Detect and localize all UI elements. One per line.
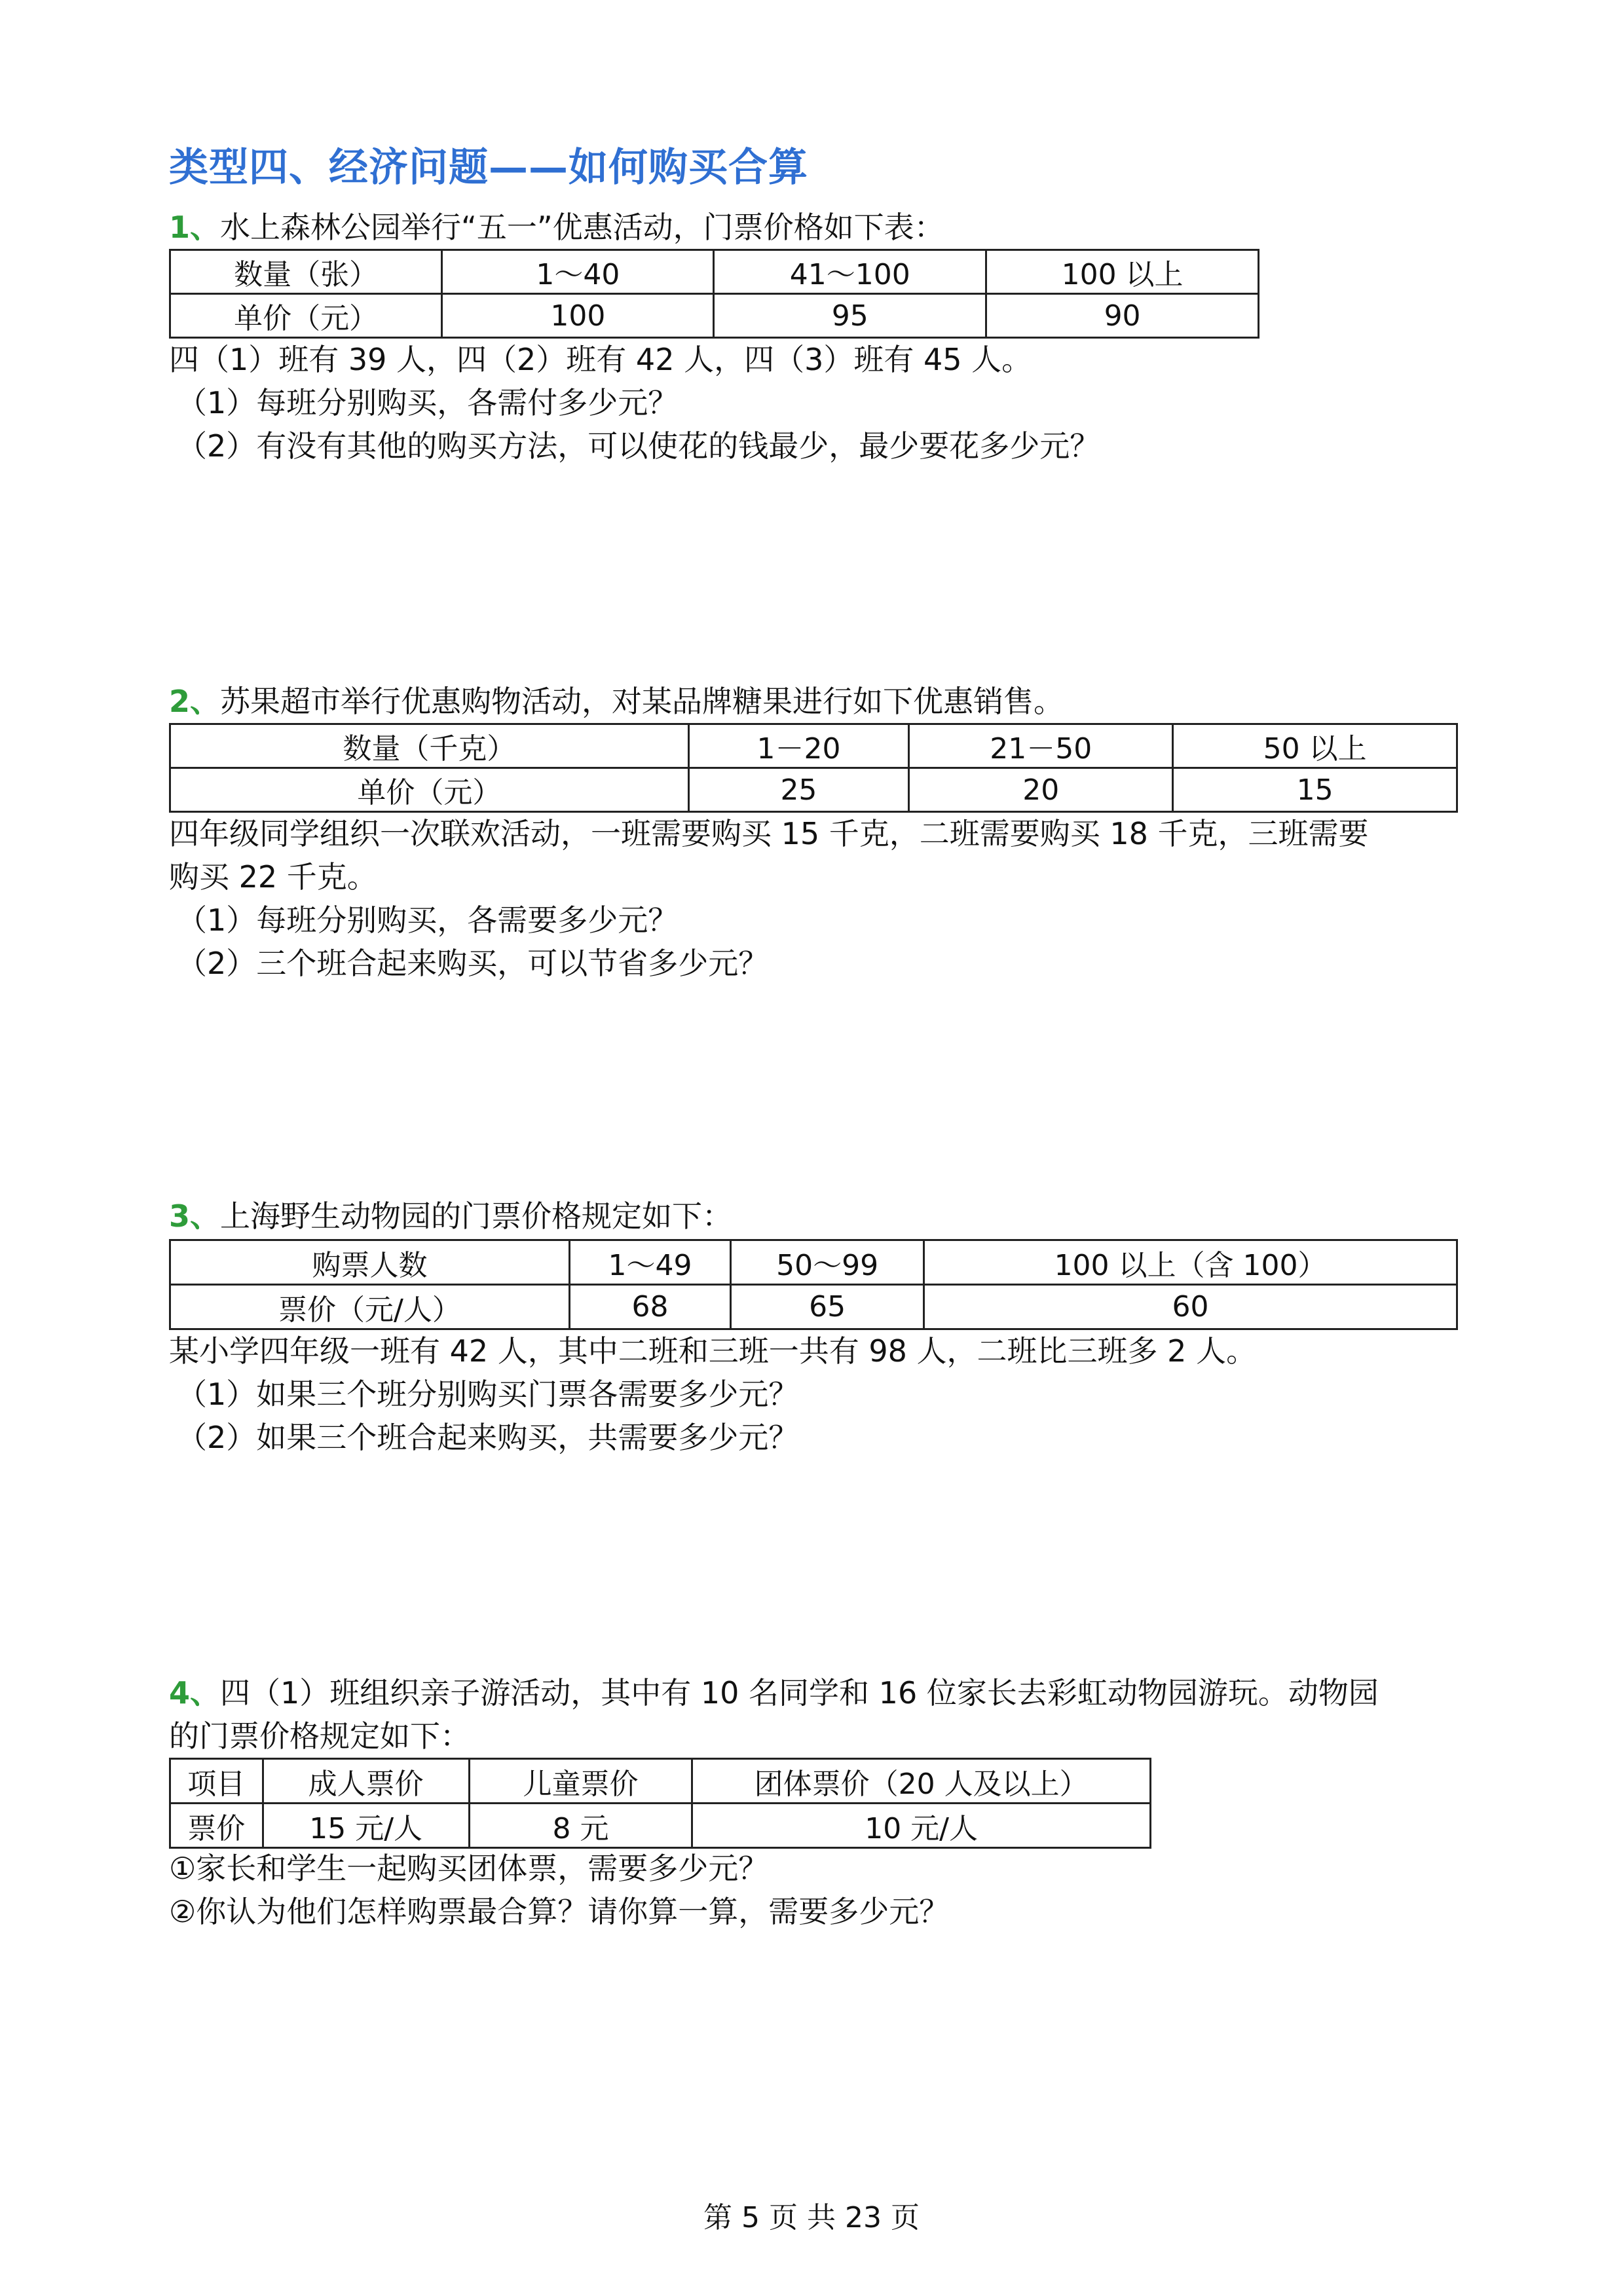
problem-3-sub-2: （2）如果三个班合起来购买，共需要多少元？ — [177, 1420, 799, 1455]
problem-2-info-line-1: 四年级同学组织一次联欢活动，一班需要购买 15 千克，二班需要购买 18 千克，三班需要 — [169, 816, 1369, 851]
table-cell: 单价（元） — [170, 294, 442, 338]
table-row — [170, 250, 1259, 294]
table-cell: 15 — [1173, 768, 1457, 812]
table-cell: 41～100 — [714, 250, 986, 294]
problem-3-info: 某小学四年级一班有 42 人，其中二班和三班一共有 98 人，二班比三班多 2 人。 — [169, 1333, 1257, 1369]
table-cell: 项目 — [170, 1759, 263, 1804]
problem-4-stem — [169, 1671, 1379, 1714]
table-cell: 单价（元） — [170, 768, 689, 812]
table-cell: 8 元 — [469, 1804, 692, 1848]
table-cell: 100 以上（含 100） — [924, 1240, 1457, 1285]
problem-3-price-table — [169, 1239, 1458, 1330]
problem-3-text: 上海野生动物园的门票价格规定如下： — [220, 1198, 733, 1234]
table-cell: 票价 — [170, 1804, 263, 1848]
problem-2-sub-1: （1）每班分别购买，各需要多少元？ — [177, 902, 679, 938]
table-cell: 购票人数 — [170, 1240, 570, 1285]
problem-3-stem — [169, 1194, 732, 1238]
problem-2-number: 2、 — [169, 684, 221, 719]
table-cell: 60 — [924, 1285, 1457, 1329]
problem-2-sub-2: （2）三个班合起来购买，可以节省多少元？ — [177, 946, 769, 981]
table-cell: 数量（张） — [170, 250, 442, 294]
table-cell: 50～99 — [731, 1240, 924, 1285]
problem-3-sub-1: （1）如果三个班分别购买门票各需要多少元？ — [177, 1377, 799, 1412]
problem-4-number: 4、 — [169, 1675, 221, 1711]
problem-2-stem — [169, 680, 1064, 723]
problem-3-number: 3、 — [169, 1198, 221, 1234]
table-cell: 21－50 — [909, 724, 1173, 768]
problem-1-sub-1: （1）每班分别购买，各需付多少元？ — [177, 385, 679, 420]
table-cell: 65 — [731, 1285, 924, 1329]
table-cell: 68 — [569, 1285, 730, 1329]
problem-4-stem-line-2: 的门票价格规定如下： — [169, 1718, 470, 1754]
table-cell: 90 — [986, 294, 1259, 338]
table-row — [170, 1240, 1457, 1285]
table-row — [170, 294, 1259, 338]
table-row — [170, 1804, 1151, 1848]
problem-4-sub-2: ②你认为他们怎样购票最合算？请你算一算，需要多少元？ — [169, 1894, 950, 1929]
table-cell: 15 元/人 — [263, 1804, 469, 1848]
problem-1-sub-2: （2）有没有其他的购买方法，可以使花的钱最少，最少要花多少元？ — [177, 428, 1100, 464]
section-title: 类型四、经济问题——如何购买合算 — [169, 145, 808, 191]
table-cell: 20 — [909, 768, 1173, 812]
page-footer: 第 5 页 共 23 页 — [703, 2201, 920, 2234]
problem-1-info: 四（1）班有 39 人，四（2）班有 42 人，四（3）班有 45 人。 — [169, 342, 1032, 377]
table-cell: 100 — [442, 294, 714, 338]
table-row — [170, 1759, 1151, 1804]
table-cell: 1－20 — [688, 724, 909, 768]
table-cell: 成人票价 — [263, 1759, 469, 1804]
problem-4-text: 四（1）班组织亲子游活动，其中有 10 名同学和 16 位家长去彩虹动物园游玩。动物园 — [220, 1675, 1379, 1711]
problem-2-price-table — [169, 723, 1458, 813]
problem-1-price-table — [169, 249, 1259, 339]
problem-1-number: 1、 — [169, 210, 221, 245]
problem-2-info-line-2: 购买 22 千克。 — [169, 859, 377, 895]
problem-1-text: 水上森林公园举行“五一”优惠活动，门票价格如下表： — [220, 210, 944, 245]
table-cell: 数量（千克） — [170, 724, 689, 768]
table-cell: 儿童票价 — [469, 1759, 692, 1804]
table-cell: 95 — [714, 294, 986, 338]
table-cell: 10 元/人 — [692, 1804, 1151, 1848]
table-cell: 50 以上 — [1173, 724, 1457, 768]
table-cell: 1～40 — [442, 250, 714, 294]
problem-4-sub-1: ①家长和学生一起购买团体票，需要多少元？ — [169, 1851, 769, 1886]
table-cell: 25 — [688, 768, 909, 812]
table-cell: 票价（元/人） — [170, 1285, 570, 1329]
table-cell: 100 以上 — [986, 250, 1259, 294]
problem-4-price-table — [169, 1758, 1151, 1849]
problem-1-stem — [169, 206, 944, 249]
table-row — [170, 768, 1457, 812]
problem-2-text: 苏果超市举行优惠购物活动，对某品牌糖果进行如下优惠销售。 — [220, 684, 1064, 719]
table-row — [170, 724, 1457, 768]
table-cell: 团体票价（20 人及以上） — [692, 1759, 1151, 1804]
table-row — [170, 1285, 1457, 1329]
table-cell: 1～49 — [569, 1240, 730, 1285]
